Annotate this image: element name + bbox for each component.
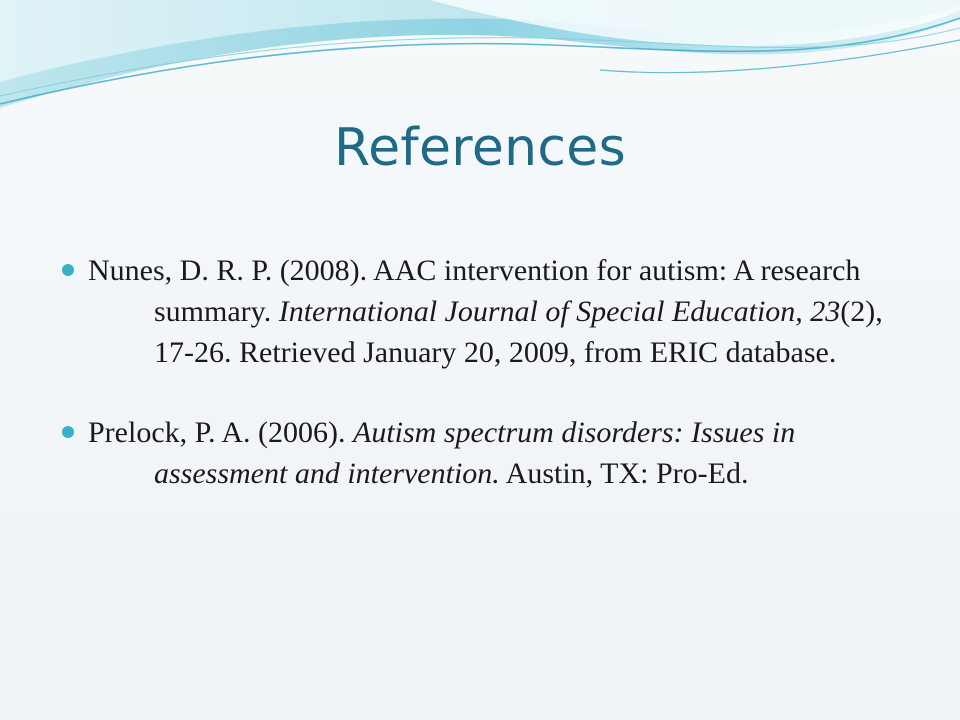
reference-authors-date: Prelock, P. A. (2006). [88, 416, 346, 449]
reference-article-title: AAC intervention for autism: A research summary. [154, 254, 861, 328]
reference-list [62, 250, 912, 533]
bullet-icon [62, 426, 74, 438]
reference-item [62, 250, 912, 373]
reference-journal: International Journal of Special Education, 23 [278, 295, 841, 328]
reference-item [62, 412, 912, 494]
slide-title: References [334, 118, 626, 178]
reference-authors-date: Nunes, D. R. P. (2008). [88, 254, 368, 287]
reference-issue-pages: (2), 17-26. [154, 295, 883, 369]
reference-book-title: Autism spectrum disorders: Issues in assessment and intervention. [154, 416, 796, 490]
decorative-wave-header [0, 0, 960, 130]
bullet-icon [62, 264, 74, 276]
reference-retrieval: Retrieved January 20, 2009, from ERIC database. [239, 336, 837, 369]
reference-publisher: Austin, TX: Pro-Ed. [505, 457, 749, 490]
